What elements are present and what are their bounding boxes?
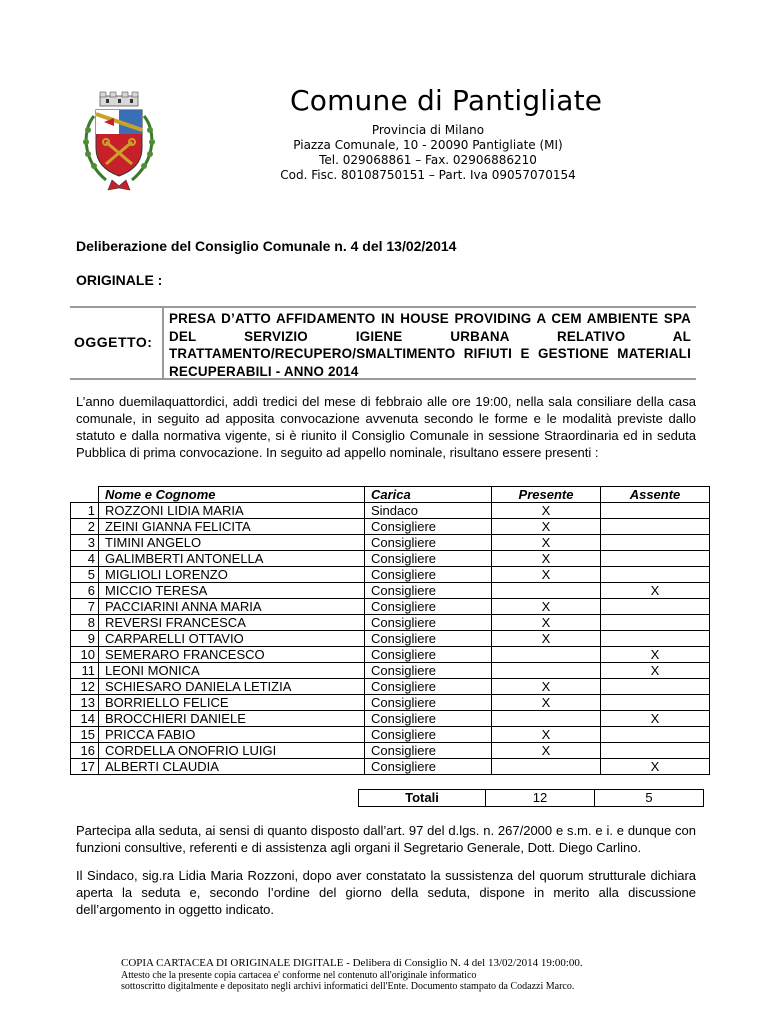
footer-attest-line: Attesto che la presente copia cartacea e' conforme nel contenuto all'originale informatico [121,970,477,981]
row-number: 5 [71,567,99,583]
member-role: Consigliere [365,615,492,631]
member-role: Consigliere [365,663,492,679]
footer-signature-line: sottoscritto digitalmente e depositato negli archivi informatici dell'Ente. Documento stampato da Codazzi Marco. [121,981,575,992]
row-number: 6 [71,583,99,599]
member-role: Consigliere [365,535,492,551]
absent-mark [601,631,710,647]
row-number: 11 [71,663,99,679]
oggetto-label: OGGETTO: [74,334,153,350]
table-row [71,519,710,535]
totals-table [358,789,704,807]
member-name: CARPARELLI OTTAVIO [99,631,365,647]
table-row [71,759,710,775]
mayor-paragraph: Il Sindaco, sig.ra Lidia Maria Rozzoni, dopo aver constatato la sussistenza del quorum strutturale dichiara aperta la seduta e, secondo l’ordine del giorno della seduta, dispone in merito alla discussione dell’argomento in oggetto indicato. [76,868,696,917]
row-number: 14 [71,711,99,727]
table-row [71,647,710,663]
fiscal-code: Cod. Fisc. 80108750151 – Part. Iva 09057070154 [280,168,576,182]
present-mark: X [492,695,601,711]
member-name: TIMINI ANGELO [99,535,365,551]
absent-mark [601,679,710,695]
member-name: ZEINI GIANNA FELICITA [99,519,365,535]
row-number: 2 [71,519,99,535]
member-name: ALBERTI CLAUDIA [99,759,365,775]
present-mark [492,711,601,727]
present-mark: X [492,727,601,743]
oggetto-box [70,306,696,380]
table-row [71,679,710,695]
present-mark [492,759,601,775]
member-role: Consigliere [365,647,492,663]
absent-mark [601,535,710,551]
header-number [71,487,99,503]
row-number: 13 [71,695,99,711]
row-number: 12 [71,679,99,695]
member-role: Consigliere [365,679,492,695]
coat-of-arms-icon [76,90,162,196]
member-role: Consigliere [365,519,492,535]
member-name: REVERSI FRANCESCA [99,615,365,631]
row-number: 7 [71,599,99,615]
absent-mark [601,551,710,567]
present-mark [492,583,601,599]
member-name: BROCCHIERI DANIELE [99,711,365,727]
absent-mark [601,567,710,583]
present-mark: X [492,567,601,583]
row-number: 10 [71,647,99,663]
present-mark: X [492,615,601,631]
header-absent: Assente [601,487,710,503]
row-number: 8 [71,615,99,631]
table-row [71,535,710,551]
present-mark: X [492,631,601,647]
phone-fax: Tel. 029068861 – Fax. 02906886210 [319,153,537,167]
member-name: MIGLIOLI LORENZO [99,567,365,583]
present-mark: X [492,519,601,535]
present-mark: X [492,599,601,615]
row-number: 16 [71,743,99,759]
member-name: ROZZONI LIDIA MARIA [99,503,365,519]
table-row [71,551,710,567]
member-role: Consigliere [365,759,492,775]
table-row [71,727,710,743]
absent-mark [601,743,710,759]
member-name: GALIMBERTI ANTONELLA [99,551,365,567]
intro-paragraph: L’anno duemilaquattordici, addì tredici del mese di febbraio alle ore 19:00, nella sala consiliare della casa comunale, in seguito ad apposita convocazione avvenuta secondo le forme e le modalità previste dallo statuto e dalla normativa vigente, si è riunito il Consiglio Comunale in sessione Straordinaria ed in seduta Pubblica di prima convocazione. In seguito ad appello nominale, risultano essere presenti : [76,394,696,460]
member-role: Consigliere [365,567,492,583]
member-role: Consigliere [365,631,492,647]
absent-mark: X [601,583,710,599]
member-role: Consigliere [365,551,492,567]
member-name: PRICCA FABIO [99,727,365,743]
table-row [71,615,710,631]
member-role: Sindaco [365,503,492,519]
document-title: Deliberazione del Consiglio Comunale n. 4 del 13/02/2014 [76,238,457,254]
present-mark: X [492,679,601,695]
member-role: Consigliere [365,599,492,615]
document-status: ORIGINALE : [76,272,163,288]
present-mark: X [492,535,601,551]
totals-row [359,790,704,807]
member-name: SEMERARO FRANCESCO [99,647,365,663]
absent-mark [601,727,710,743]
table-row [71,711,710,727]
present-mark: X [492,743,601,759]
header-name: Nome e Cognome [99,487,365,503]
table-row [71,695,710,711]
member-name: CORDELLA ONOFRIO LUIGI [99,743,365,759]
absent-mark [601,695,710,711]
absent-mark: X [601,663,710,679]
member-role: Consigliere [365,695,492,711]
table-row [71,631,710,647]
absent-mark: X [601,647,710,663]
member-name: MICCIO TERESA [99,583,365,599]
absent-mark [601,615,710,631]
table-row [71,599,710,615]
member-name: PACCIARINI ANNA MARIA [99,599,365,615]
member-role: Consigliere [365,583,492,599]
table-row [71,503,710,519]
row-number: 17 [71,759,99,775]
oggetto-text: PRESA D’ATTO AFFIDAMENTO IN HOUSE PROVIDING A CEM AMBIENTE SPA DEL SERVIZIO IGIENE URBANA RELATIVO AL TRATTAMENTO/RECUPERO/SMALTIMENTO RIFIUTI E GESTIONE MATERIALI RECUPERABILI - ANNO 2014 [169,311,691,379]
town-name: Comune di Pantigliate [290,84,603,117]
province: Provincia di Milano [371,123,485,137]
address: Piazza Comunale, 10 - 20090 Pantigliate (MI) [293,138,563,152]
row-number: 15 [71,727,99,743]
absent-mark [601,519,710,535]
oggetto-divider [162,308,164,378]
member-name: BORRIELLO FELICE [99,695,365,711]
secretary-paragraph: Partecipa alla seduta, ai sensi di quanto disposto dall’art. 97 del d.lgs. n. 267/2000 e s.m. e i. e dunque con funzioni consultive, referenti e di assistenza agli organi il Segretario Generale, Dott. Diego Carlino. [76,823,696,855]
table-row [71,663,710,679]
member-role: Consigliere [365,711,492,727]
present-mark: X [492,503,601,519]
totals-absent: 5 [595,790,704,807]
attendance-table [70,486,710,775]
present-mark [492,647,601,663]
absent-mark [601,503,710,519]
footer-copy-line: COPIA CARTACEA DI ORIGINALE DIGITALE - Delibera di Consiglio N. 4 del 13/02/2014 19:00:00. [121,957,583,969]
member-name: SCHIESARO DANIELA LETIZIA [99,679,365,695]
present-mark [492,663,601,679]
table-row [71,743,710,759]
member-role: Consigliere [365,727,492,743]
absent-mark [601,599,710,615]
row-number: 4 [71,551,99,567]
table-row [71,567,710,583]
absent-mark: X [601,759,710,775]
table-row [71,583,710,599]
header-role: Carica [365,487,492,503]
member-role: Consigliere [365,743,492,759]
absent-mark: X [601,711,710,727]
member-name: LEONI MONICA [99,663,365,679]
table-header-row [71,487,710,503]
totals-present: 12 [486,790,595,807]
present-mark: X [492,551,601,567]
row-number: 3 [71,535,99,551]
totals-label: Totali [359,790,486,807]
row-number: 1 [71,503,99,519]
header-present: Presente [492,487,601,503]
row-number: 9 [71,631,99,647]
